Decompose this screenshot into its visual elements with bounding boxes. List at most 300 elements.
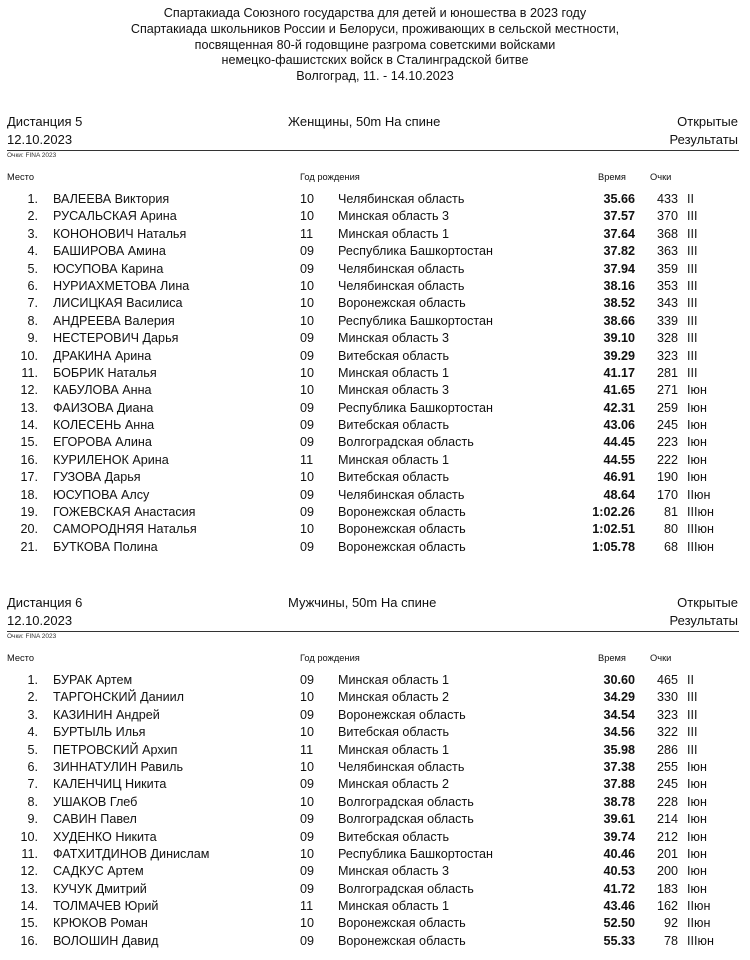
birth-year: 10 [300,296,315,311]
section-divider [7,631,739,632]
result-time: 40.46 [603,846,635,861]
results-table [0,673,750,951]
result-points: 183 [656,881,678,896]
athlete-name: БУРТЫЛЬ Илья [53,725,146,740]
result-time: 39.10 [603,331,635,346]
result-place: 1. [27,192,38,206]
team-name: Воронежская область [338,707,466,722]
result-points: 92 [663,916,678,931]
sport-rank: Iюн [687,452,707,467]
table-row [0,760,750,777]
result-points: 368 [656,226,678,241]
result-time: 37.38 [603,759,635,774]
birth-year: 09 [300,829,315,844]
sport-rank: Iюн [687,383,707,398]
result-time: 55.33 [603,933,635,948]
team-name: Волгоградская область [338,435,474,450]
table-row [0,812,750,829]
table-row [0,864,750,881]
table-row [0,314,750,331]
result-place: 7. [27,777,38,792]
team-name: Челябинская область [338,759,465,774]
result-place: 13. [20,400,38,415]
sport-rank: Iюн [687,794,707,809]
team-name: Челябинская область [338,261,465,276]
athlete-name: БОБРИК Наталья [53,365,157,380]
sport-rank: III [687,244,698,259]
event-date: 12.10.2023 [7,132,73,147]
sport-rank: Iюн [687,812,707,827]
result-time: 38.66 [603,313,635,328]
result-place: 14. [20,418,38,433]
team-name: Волгоградская область [338,794,474,809]
result-time: 37.57 [603,209,635,224]
table-row [0,418,750,435]
team-name: Челябинская область [338,487,465,502]
sport-rank: III [687,331,698,346]
result-time: 41.17 [603,365,635,380]
sport-rank: III [687,365,698,380]
table-row [0,192,750,209]
result-place: 5. [27,742,38,757]
results-section-men [0,595,750,948]
birth-year: 11 [300,742,314,757]
birth-year: 09 [300,864,315,879]
result-time: 40.53 [603,864,635,879]
birth-year: 10 [300,470,315,485]
result-points: 201 [656,846,678,861]
table-row [0,899,750,916]
table-row [0,296,750,313]
result-place: 17. [20,470,38,485]
column-header-points: Очки [650,653,672,663]
athlete-name: ЮСУПОВА Алсу [53,487,150,502]
team-name: Витебская область [338,725,450,740]
result-points: 228 [656,794,678,809]
distance-label: Дистанция 5 [7,114,83,129]
birth-year: 10 [300,313,315,328]
sport-rank: IIюн [687,916,711,931]
birth-year: 09 [300,261,315,276]
document-header [0,6,750,85]
result-time: 37.64 [603,226,635,241]
table-row [0,882,750,899]
result-time: 38.16 [603,278,635,293]
result-points: 271 [656,383,678,398]
event-date: 12.10.2023 [7,613,73,628]
result-place: 13. [20,881,38,896]
sport-rank: III [687,209,698,224]
athlete-name: ТОЛМАЧЕВ Юрий [53,899,159,914]
results-label: Результаты [669,132,738,147]
team-name: Минская область 1 [338,899,450,914]
athlete-name: ВОЛОШИН Давид [53,933,159,948]
team-name: Воронежская область [338,505,466,520]
points-note: Очки: FINA 2023 [7,633,57,640]
result-time: 38.52 [603,296,635,311]
result-time: 39.29 [603,348,635,363]
section-header [0,114,750,150]
result-points: 328 [656,331,678,346]
team-name: Минская область 3 [338,383,450,398]
result-points: 323 [656,707,678,722]
section-divider [7,150,739,151]
result-place: 16. [20,452,38,467]
header-line: посвященная 80-й годовщине разгрома советскими войсками [194,37,556,52]
result-points: 286 [656,742,678,757]
result-points: 245 [656,777,678,792]
result-time: 1:05.78 [592,539,635,554]
athlete-name: КАБУЛОВА Анна [53,383,152,398]
sport-rank: IIIюн [687,505,714,520]
distance-label: Дистанция 6 [7,595,83,610]
column-header-time: Время [598,172,626,182]
team-name: Минская область 1 [338,673,450,687]
result-place: 12. [20,383,38,398]
result-time: 52.50 [603,916,635,931]
birth-year: 09 [300,418,315,433]
sport-rank: Iюн [687,759,707,774]
birth-year: 10 [300,383,315,398]
sport-rank: III [687,261,698,276]
result-place: 8. [27,794,38,809]
result-place: 9. [27,331,38,346]
table-row [0,366,750,383]
result-time: 34.56 [603,725,635,740]
birth-year: 09 [300,673,315,687]
team-name: Минская область 1 [338,452,450,467]
result-time: 41.72 [603,881,635,896]
table-row [0,244,750,261]
result-place: 15. [20,916,38,931]
athlete-name: ВАЛЕЕВА Виктория [53,192,170,206]
table-row [0,435,750,452]
birth-year: 10 [300,209,315,224]
athlete-name: ДРАКИНА Арина [53,348,152,363]
birth-year: 09 [300,487,315,502]
team-name: Минская область 3 [338,209,450,224]
sport-rank: IIIюн [687,539,714,554]
result-place: 1. [27,673,38,687]
result-points: 212 [656,829,678,844]
result-place: 18. [20,487,38,502]
sport-rank: III [687,742,698,757]
athlete-name: ЮСУПОВА Карина [53,261,164,276]
birth-year: 09 [300,331,315,346]
table-row [0,349,750,366]
table-row [0,690,750,707]
team-name: Воронежская область [338,296,466,311]
sport-rank: Iюн [687,881,707,896]
athlete-name: КРЮКОВ Роман [53,916,148,931]
team-name: Челябинская область [338,192,465,206]
athlete-name: САМОРОДНЯЯ Наталья [53,522,197,537]
column-header-place: Место [7,653,34,663]
sport-rank: II [687,192,694,206]
table-row [0,522,750,539]
birth-year: 10 [300,725,315,740]
sport-rank: IIюн [687,487,711,502]
category-label: Открытые [677,595,738,610]
sport-rank: Iюн [687,829,707,844]
header-line: Волгоград, 11. - 14.10.2023 [296,69,454,84]
result-place: 5. [27,261,38,276]
result-points: 353 [656,278,678,293]
athlete-name: УШАКОВ Глеб [53,794,138,809]
team-name: Минская область 2 [338,690,450,705]
result-time: 37.82 [603,244,635,259]
birth-year: 10 [300,192,315,206]
athlete-name: ЗИННАТУЛИН Равиль [53,759,184,774]
result-time: 37.88 [603,777,635,792]
result-points: 259 [656,400,678,415]
table-row [0,830,750,847]
team-name: Минская область 1 [338,226,450,241]
athlete-name: ЕГОРОВА Алина [53,435,152,450]
result-time: 35.98 [603,742,635,757]
sport-rank: Iюн [687,864,707,879]
result-place: 7. [27,296,38,311]
team-name: Челябинская область [338,278,465,293]
result-points: 322 [656,725,678,740]
athlete-name: КУЧУК Дмитрий [53,881,147,896]
birth-year: 10 [300,690,315,705]
result-time: 39.61 [603,812,635,827]
athlete-name: КУРИЛЕНОК Арина [53,452,169,467]
result-time: 43.46 [603,899,635,914]
result-time: 35.66 [603,192,635,206]
birth-year: 10 [300,278,315,293]
birth-year: 11 [300,452,314,467]
column-header-points: Очки [650,172,672,182]
result-time: 43.06 [603,418,635,433]
sport-rank: III [687,296,698,311]
athlete-name: ЛИСИЦКАЯ Василиса [53,296,183,311]
result-points: 222 [656,452,678,467]
result-time: 46.91 [603,470,635,485]
birth-year: 09 [300,244,315,259]
result-time: 1:02.26 [592,505,635,520]
sport-rank: III [687,707,698,722]
athlete-name: РУСАЛЬСКАЯ Арина [53,209,177,224]
birth-year: 11 [300,899,314,914]
sport-rank: IIIюн [687,522,714,537]
header-line: немецко-фашистских войск в Сталинградской битве [221,53,529,68]
table-row [0,401,750,418]
table-row [0,743,750,760]
team-name: Воронежская область [338,539,466,554]
athlete-name: КАЗИНИН Андрей [53,707,160,722]
team-name: Минская область 1 [338,742,450,757]
result-place: 4. [27,725,38,740]
result-points: 359 [656,261,678,276]
sport-rank: Iюн [687,435,707,450]
column-header-time: Время [598,653,626,663]
result-points: 281 [656,365,678,380]
athlete-name: ФАИЗОВА Диана [53,400,154,415]
result-time: 44.45 [603,435,635,450]
result-place: 10. [20,829,38,844]
results-label: Результаты [669,613,738,628]
result-place: 4. [27,244,38,259]
sport-rank: III [687,278,698,293]
result-points: 80 [663,522,678,537]
athlete-name: НУРИАХМЕТОВА Лина [53,278,190,293]
sport-rank: Iюн [687,418,707,433]
result-points: 190 [656,470,678,485]
result-time: 30.60 [603,673,635,687]
result-points: 162 [656,899,678,914]
sport-rank: Iюн [687,400,707,415]
table-row [0,453,750,470]
athlete-name: ТАРГОНСКИЙ Даниил [53,690,185,705]
sport-rank: III [687,690,698,705]
result-place: 2. [27,690,38,705]
table-row [0,725,750,742]
result-time: 41.65 [603,383,635,398]
team-name: Минская область 3 [338,331,450,346]
column-header-year: Год рождения [300,653,360,663]
sport-rank: II [687,673,694,687]
birth-year: 09 [300,777,315,792]
sport-rank: Iюн [687,470,707,485]
result-place: 9. [27,812,38,827]
athlete-name: ХУДЕНКО Никита [53,829,157,844]
birth-year: 10 [300,916,315,931]
result-place: 2. [27,209,38,224]
team-name: Воронежская область [338,522,466,537]
table-row [0,470,750,487]
table-row [0,488,750,505]
table-row [0,331,750,348]
sport-rank: Iюн [687,846,707,861]
sport-rank: III [687,226,698,241]
table-row [0,777,750,794]
header-line: Спартакиада Союзного государства для детей и юношества в 2023 году [163,6,587,20]
athlete-name: ГОЖЕВСКАЯ Анастасия [53,505,196,520]
sport-rank: III [687,313,698,328]
birth-year: 10 [300,846,315,861]
result-points: 363 [656,244,678,259]
table-row [0,673,750,690]
sport-rank: IIюн [687,899,711,914]
birth-year: 09 [300,348,315,363]
result-place: 15. [20,435,38,450]
sport-rank: III [687,348,698,363]
section-header [0,595,750,631]
birth-year: 09 [300,881,315,896]
athlete-name: КОЛЕСЕНЬ Анна [53,418,155,433]
athlete-name: САВИН Павел [53,812,137,827]
birth-year: 09 [300,539,315,554]
result-points: 223 [656,435,678,450]
result-time: 48.64 [603,487,635,502]
column-header-place: Место [7,172,34,182]
athlete-name: ПЕТРОВСКИЙ Архип [53,742,178,757]
team-name: Воронежская область [338,933,466,948]
sport-rank: IIIюн [687,933,714,948]
birth-year: 09 [300,812,315,827]
athlete-name: НЕСТЕРОВИЧ Дарья [53,331,179,346]
header-line: Спартакиада школьников России и Белоруси, проживающих в сельской местности, [130,21,620,36]
table-row [0,279,750,296]
result-time: 1:02.51 [592,522,635,537]
result-place: 19. [20,505,38,520]
team-name: Минская область 2 [338,777,450,792]
team-name: Воронежская область [338,916,466,931]
result-points: 339 [656,313,678,328]
table-row [0,383,750,400]
athlete-name: КОНОНОВИЧ Наталья [53,226,187,241]
birth-year: 11 [300,226,314,241]
team-name: Минская область 3 [338,864,450,879]
result-place: 14. [20,899,38,914]
result-points: 170 [656,487,678,502]
result-points: 323 [656,348,678,363]
sport-rank: III [687,725,698,740]
birth-year: 09 [300,505,315,520]
athlete-name: АНДРЕЕВА Валерия [53,313,175,328]
team-name: Волгоградская область [338,812,474,827]
results-section-women [0,114,750,554]
birth-year: 10 [300,522,315,537]
birth-year: 10 [300,759,315,774]
result-points: 465 [656,673,678,687]
table-row [0,795,750,812]
team-name: Волгоградская область [338,881,474,896]
athlete-name: ФАТХИТДИНОВ Динислам [53,846,210,861]
athlete-name: БУРАК Артем [53,673,133,687]
table-row [0,505,750,522]
result-points: 343 [656,296,678,311]
team-name: Республика Башкортостан [338,313,493,328]
result-place: 16. [20,933,38,948]
result-place: 11. [21,846,38,861]
birth-year: 09 [300,435,315,450]
team-name: Витебская область [338,348,450,363]
table-row [0,209,750,226]
result-place: 6. [27,759,38,774]
result-place: 3. [27,707,38,722]
result-time: 34.54 [603,707,635,722]
birth-year: 09 [300,933,315,948]
birth-year: 10 [300,365,315,380]
result-place: 3. [27,226,38,241]
athlete-name: КАЛЕНЧИЦ Никита [53,777,167,792]
team-name: Республика Башкортостан [338,244,493,259]
result-time: 37.94 [603,261,635,276]
event-title: Женщины, 50m На спине [288,114,441,129]
result-points: 81 [663,505,678,520]
athlete-name: БУТКОВА Полина [53,539,158,554]
birth-year: 10 [300,794,315,809]
result-points: 200 [656,864,678,879]
results-table [0,192,750,557]
result-time: 38.78 [603,794,635,809]
result-place: 6. [27,278,38,293]
result-time: 44.55 [603,452,635,467]
result-points: 214 [656,812,678,827]
result-place: 11. [21,365,38,380]
team-name: Минская область 1 [338,365,450,380]
result-time: 34.29 [603,690,635,705]
athlete-name: ГУЗОВА Дарья [53,470,141,485]
result-place: 20. [20,522,38,537]
result-place: 12. [20,864,38,879]
table-row [0,708,750,725]
category-label: Открытые [677,114,738,129]
result-points: 433 [656,192,678,206]
